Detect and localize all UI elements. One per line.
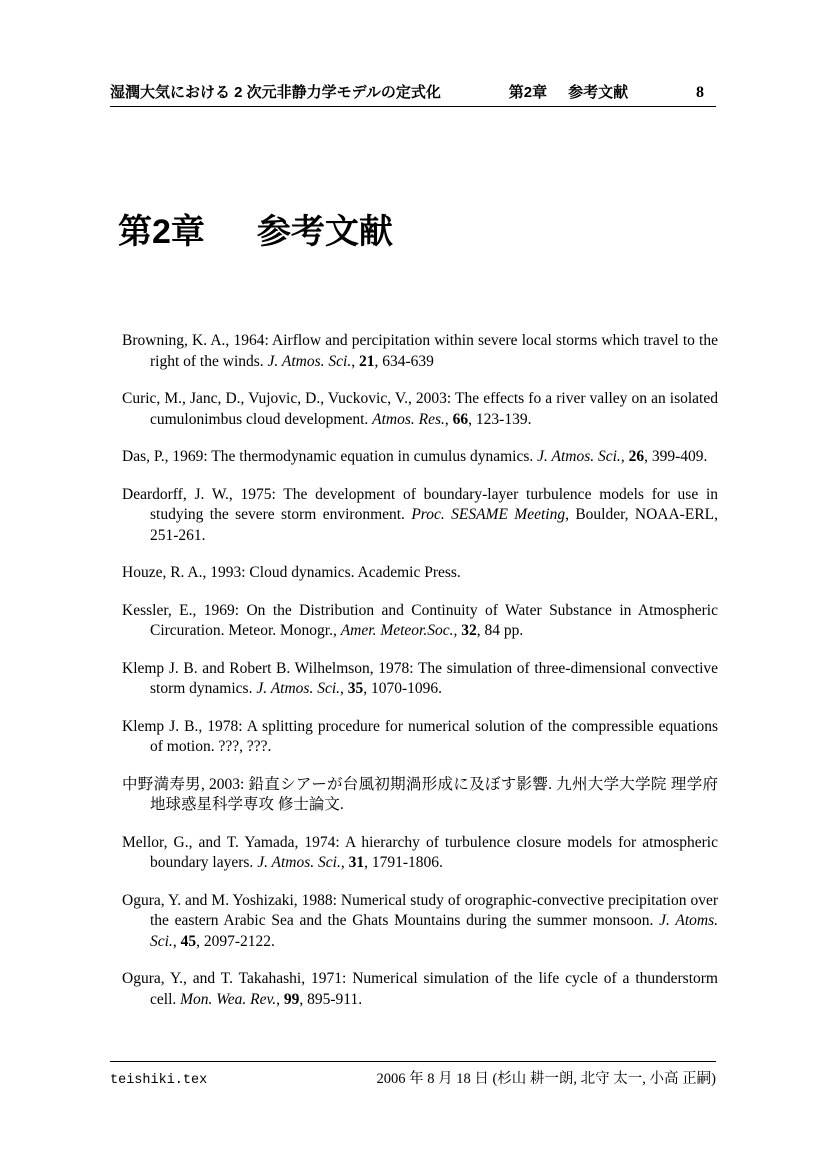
chapter-heading-title: 参考文献 bbox=[256, 213, 393, 251]
reference-text-segment: Klemp J. B., 1978: A splitting procedure for numerical solution of the compressible equations of motion. ???, ???. bbox=[122, 717, 718, 755]
reference-text-segment: Proc. SESAME Meeting bbox=[411, 506, 566, 523]
reference-text-segment: , bbox=[340, 680, 348, 697]
reference-text-segment: 35 bbox=[347, 680, 364, 697]
reference-text-segment: 中野満寿男, 2003: 鉛直シアーが台風初期渦形成に及ぼす影響. 九州大学大学院 理学府 地球惑星科学専攻 修士論文. bbox=[122, 775, 718, 813]
reference-text-segment: Atmos. Res. bbox=[372, 410, 445, 428]
reference-text-segment: Houze, R. A., 1993: Cloud dynamics. Academic Press. bbox=[122, 564, 461, 581]
reference-text-segment: , bbox=[172, 932, 181, 950]
reference-text-segment: , bbox=[444, 410, 453, 428]
reference-text-segment: J. Atmos. Sci. bbox=[257, 854, 341, 871]
reference-text-segment: J. Atmos. Sci. bbox=[267, 352, 352, 370]
reference-text-segment: Deardorff, J. W., 1975: The development of boundary-layer turbulence models for use in studying the severe storm environment. bbox=[122, 485, 718, 523]
reference-entry bbox=[122, 891, 718, 953]
chapter-heading bbox=[118, 210, 393, 254]
reference-entry bbox=[122, 969, 718, 1010]
header-chapter-label: 第2章 bbox=[508, 84, 548, 101]
reference-text-segment: J. Atmos. Sci. bbox=[256, 680, 341, 697]
page-footer bbox=[110, 1061, 716, 1088]
reference-text-segment: Das, P., 1969: The thermodynamic equation in cumulus dynamics. bbox=[122, 448, 538, 465]
reference-text-segment: , bbox=[351, 352, 359, 370]
reference-entry bbox=[122, 563, 718, 584]
reference-text-segment: , 123-139. bbox=[468, 410, 532, 428]
reference-text-segment: , 634-639 bbox=[374, 352, 434, 370]
reference-text-segment: Amer. Meteor.Soc. bbox=[340, 622, 454, 639]
reference-text-segment: , 84 pp. bbox=[476, 622, 524, 639]
reference-entry bbox=[122, 485, 718, 547]
reference-text-segment: , bbox=[453, 622, 462, 639]
reference-text-segment: 31 bbox=[348, 854, 365, 871]
footer-filename: teishiki.tex bbox=[110, 1073, 208, 1088]
reference-text-segment: , Boulder, NOAA-ERL, 251-261. bbox=[150, 506, 718, 544]
reference-text-segment: 32 bbox=[461, 622, 477, 639]
reference-entry bbox=[122, 331, 718, 372]
reference-text-segment: , 2097-2122. bbox=[196, 932, 275, 950]
reference-text-segment: Browning, K. A., 1964: Airflow and percipitation within severe local storms which travel to the right of the winds. bbox=[122, 332, 718, 370]
reference-entry bbox=[122, 447, 718, 468]
footer-date-authors: 2006 年 8 月 18 日 (杉山 耕一朗, 北守 太一, 小高 正嗣) bbox=[376, 1071, 716, 1087]
reference-text-segment: Ogura, Y., and T. Takahashi, 1971: Numerical simulation of the life cycle of a thunderstorm cell. bbox=[122, 970, 718, 1008]
reference-text-segment: Ogura, Y. and M. Yoshizaki, 1988: Numerical study of orographic-convective precipitation over the eastern Arabic Sea and the Ghats Mountains during the summer monsoon. bbox=[122, 891, 718, 929]
reference-text-segment: , 1070-1096. bbox=[363, 680, 443, 697]
reference-text-segment: Mellor, G., and T. Yamada, 1974: A hierarchy of turbulence closure models for atmospheric boundary layers. bbox=[122, 833, 718, 871]
header-chapter-name: 参考文献 bbox=[568, 84, 629, 101]
reference-text-segment: , bbox=[620, 448, 629, 465]
references-list bbox=[122, 331, 718, 1027]
reference-text-segment: , 1791-1806. bbox=[364, 854, 443, 871]
reference-entry bbox=[122, 601, 718, 642]
reference-text-segment: 66 bbox=[452, 410, 469, 428]
reference-text-segment: , 895-911. bbox=[299, 990, 363, 1008]
reference-entry bbox=[122, 659, 718, 700]
reference-text-segment: J. Atoms. Sci. bbox=[150, 912, 718, 950]
reference-text-segment: 45 bbox=[180, 932, 197, 950]
reference-text-segment: 21 bbox=[358, 352, 375, 370]
reference-text-segment: Mon. Wea. Rev. bbox=[180, 990, 277, 1008]
reference-text-segment: Klemp J. B. and Robert B. Wilhelmson, 1978: The simulation of three-dimensional convective storm dynamics. bbox=[122, 659, 718, 697]
reference-text-segment: 26 bbox=[628, 448, 645, 465]
reference-entry bbox=[122, 833, 718, 874]
reference-entry bbox=[122, 717, 718, 758]
reference-entry bbox=[122, 389, 718, 430]
reference-text-segment: , 399-409. bbox=[644, 448, 708, 465]
reference-text-segment: , bbox=[276, 990, 284, 1008]
header-chapter bbox=[509, 84, 628, 101]
chapter-heading-label: 第2章 bbox=[118, 213, 205, 251]
reference-text-segment: Kessler, E., 1969: On the Distribution and Continuity of Water Substance in Atmospheric Circuration. Meteor. Monogr., bbox=[122, 601, 718, 639]
running-header bbox=[110, 84, 716, 107]
header-doc-title: 湿潤大気における 2 次元非静力学モデルの定式化 bbox=[110, 84, 441, 101]
reference-text-segment: , bbox=[340, 854, 349, 871]
reference-text-segment: 99 bbox=[283, 990, 300, 1008]
reference-text-segment: Curic, M., Janc, D., Vujovic, D., Vuckovic, V., 2003: The effects fo a river valley on an isolated cumulonimbus cloud development. bbox=[122, 390, 718, 428]
reference-text-segment: J. Atmos. Sci. bbox=[537, 448, 621, 465]
header-page-number: 8 bbox=[695, 84, 704, 101]
reference-entry bbox=[122, 775, 718, 816]
